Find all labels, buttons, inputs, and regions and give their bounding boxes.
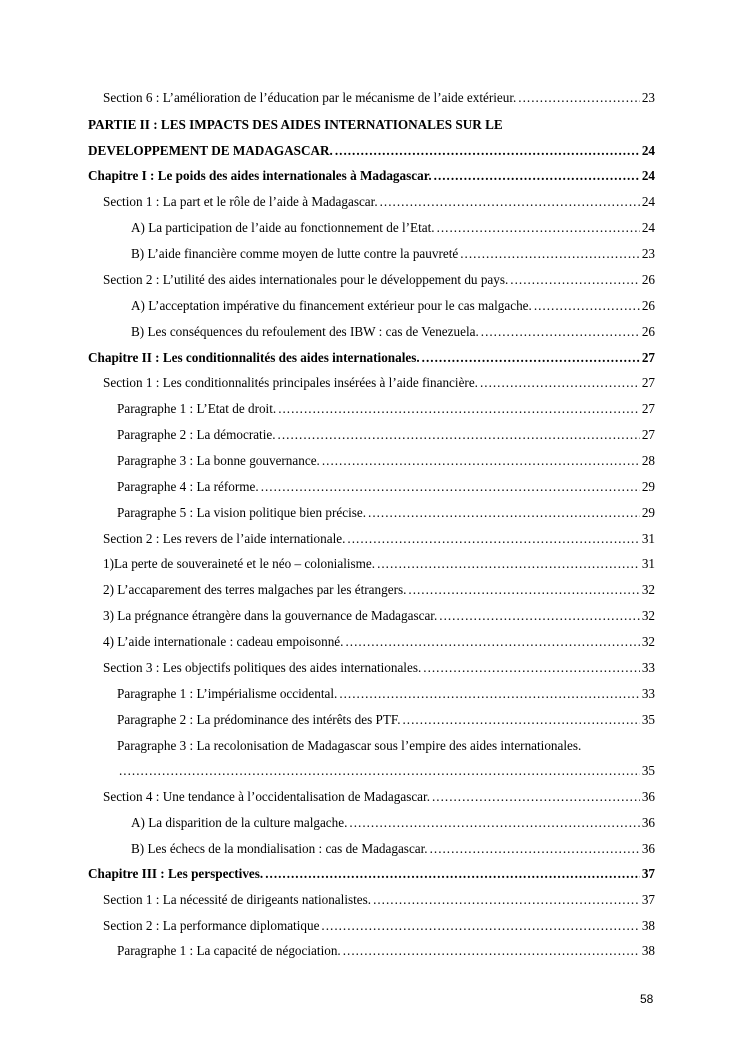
toc-entry[interactable]: Paragraphe 4 : La réforme. ..... 29 [117,478,655,496]
toc-entry-partie-ii[interactable]: DEVELOPPEMENT DE MADAGASCAR. ..... 24 [88,142,655,160]
toc-entry[interactable]: A) L’acceptation impérative du financement extérieur pour le cas malgache. ..... 26 [131,297,655,315]
toc-entry[interactable]: B) Les conséquences du refoulement des IBW : cas de Venezuela. ..... 26 [131,323,655,341]
toc-entry[interactable]: ..... 35 [117,762,655,780]
toc-paragraphe-3-line1: Paragraphe 3 : La recolonisation de Madagascar sous l’empire des aides internationales. [117,738,582,753]
toc-entry[interactable]: 1)La perte de souveraineté et le néo – colonialisme. ..... 31 [103,555,655,573]
toc-entry[interactable]: Paragraphe 2 : La démocratie. ..... 27 [117,426,655,444]
toc-entry[interactable]: Paragraphe 1 : La capacité de négociation. ..... 38 [117,942,655,960]
toc-entry[interactable]: Section 4 : Une tendance à l’occidentalisation de Madagascar. ..... 36 [103,788,655,806]
toc-entry[interactable]: Paragraphe 2 : La prédominance des intérêts des PTF. ..... 35 [117,711,655,729]
page-number: 58 [640,992,654,1006]
toc-entry[interactable]: A) La disparition de la culture malgache. ..... 36 [131,814,655,832]
toc-entry[interactable]: Paragraphe 3 : La bonne gouvernance. ..... 28 [117,452,655,470]
toc-entry[interactable]: Section 3 : Les objectifs politiques des aides internationales. ..... 33 [103,659,655,677]
toc-entry[interactable]: 3) La prégnance étrangère dans la gouvernance de Madagascar. ..... 32 [103,607,655,625]
toc-entry[interactable]: Section 2 : L’utilité des aides internationales pour le développement du pays. ..... 26 [103,271,655,289]
toc-entry[interactable]: B) Les échecs de la mondialisation : cas de Madagascar. ..... 36 [131,840,655,858]
toc-entry[interactable]: Paragraphe 5 : La vision politique bien précise. ..... 29 [117,504,655,522]
toc-entry-chapitre-ii[interactable]: Chapitre II : Les conditionnalités des aides internationales. ..... 27 [88,349,655,367]
toc-entry[interactable]: Section 2 : La performance diplomatique ..... 38 [103,917,655,935]
toc-entry[interactable]: A) La participation de l’aide au fonctionnement de l’Etat. ..... 24 [131,219,655,237]
toc-entry[interactable]: Section 1 : La part et le rôle de l’aide à Madagascar. ..... 24 [103,193,655,211]
toc-entry[interactable]: 4) L’aide internationale : cadeau empoisonné. ..... 32 [103,633,655,651]
toc-entry-chapitre-iii[interactable]: Chapitre III : Les perspectives. ..... 37 [88,865,655,883]
toc-entry[interactable]: Paragraphe 1 : L’impérialisme occidental. ..... 33 [117,685,655,703]
toc-entry-section-6[interactable]: Section 6 : L’amélioration de l’éducation par le mécanisme de l’aide extérieur. ..... 23 [103,89,655,107]
toc-entry[interactable]: Paragraphe 1 : L’Etat de droit. ..... 27 [117,400,655,418]
toc-entry[interactable]: 2) L’accaparement des terres malgaches par les étrangers. ..... 32 [103,581,655,599]
toc-entry[interactable]: Section 1 : Les conditionnalités principales insérées à l’aide financière. ..... 27 [103,374,655,392]
toc-partie-ii-line1: PARTIE II : LES IMPACTS DES AIDES INTERNATIONALES SUR LE [88,117,503,132]
toc-entry[interactable]: Section 2 : Les revers de l’aide internationale. ..... 31 [103,530,655,548]
toc-entry[interactable]: Section 1 : La nécessité de dirigeants nationalistes. ..... 37 [103,891,655,909]
toc-entry-chapitre-i[interactable]: Chapitre I : Le poids des aides internationales à Madagascar. ..... 24 [88,167,655,185]
toc-entry[interactable]: B) L’aide financière comme moyen de lutte contre la pauvreté ..... 23 [131,245,655,263]
